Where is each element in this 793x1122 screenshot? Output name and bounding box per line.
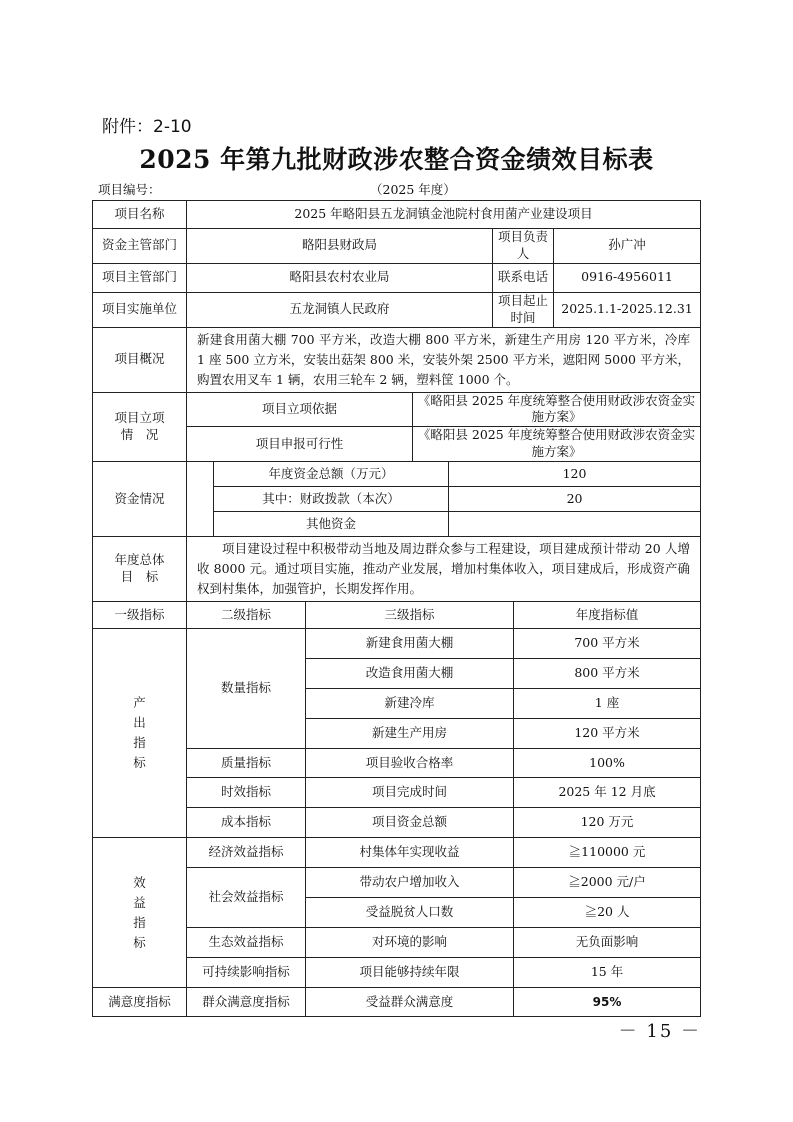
sustain-indicator-label: 可持续影响指标 — [187, 958, 306, 988]
phone-value: 0916-4956011 — [554, 263, 701, 292]
public-satisfaction-label: 群众满意度指标 — [187, 988, 306, 1017]
economic-indicator-label: 经济效益指标 — [187, 838, 306, 868]
indicator-value: 120 万元 — [514, 808, 701, 838]
attachment-label: 附件：2-10 — [102, 117, 192, 137]
indicator-value: ≧110000 元 — [514, 838, 701, 868]
indicator-name: 村集体年实现收益 — [306, 838, 514, 868]
impl-unit-label: 项目实施单位 — [93, 292, 187, 327]
leader-label: 项目负责人 — [493, 229, 554, 264]
indicator-name: 受益脱贫人口数 — [306, 898, 514, 928]
other-funds-value — [449, 512, 701, 537]
indicator-name: 对环境的影响 — [306, 928, 514, 958]
funds-label: 资金情况 — [93, 462, 187, 537]
fiscal-funds-label: 其中：财政拨款（本次） — [214, 487, 449, 512]
cost-indicator-label: 成本指标 — [187, 808, 306, 838]
indicator-value: 100% — [514, 749, 701, 778]
timeliness-indicator-label: 时效指标 — [187, 778, 306, 808]
total-funds-value: 120 — [449, 462, 701, 487]
indicator-name: 带动农户增加收入 — [306, 868, 514, 898]
ecological-indicator-label: 生态效益指标 — [187, 928, 306, 958]
fund-dept-value: 略阳县财政局 — [187, 229, 493, 264]
approval-basis-label: 项目立项依据 — [187, 392, 413, 427]
indicator-value: ≧20 人 — [514, 898, 701, 928]
phone-label: 联系电话 — [493, 263, 554, 292]
indicator-name: 项目验收合格率 — [306, 749, 514, 778]
goal-text: 项目建设过程中积极带动当地及周边群众参与工程建设，项目建成预计带动 20 人增收 8000 元。通过项目实施，推动产业发展，增加村集体收入，项目建成后，形成资产确权到村集体，加强管护，长期发挥作用。 — [187, 537, 701, 602]
indicator-name: 项目资金总额 — [306, 808, 514, 838]
indicator-value: 15 年 — [514, 958, 701, 988]
indicator-name: 新建生产用房 — [306, 719, 514, 749]
leader-value: 孙广冲 — [554, 229, 701, 264]
indicator-value: 无负面影响 — [514, 928, 701, 958]
indicator-name: 受益群众满意度 — [306, 988, 514, 1017]
indicator-value: 2025 年 12 月底 — [514, 778, 701, 808]
approval-label: 项目立项 情 况 — [93, 392, 187, 462]
feasibility-label: 项目申报可行性 — [187, 427, 413, 462]
fund-dept-label: 资金主管部门 — [93, 229, 187, 264]
project-code-label: 项目编号： — [98, 182, 161, 197]
indicator-name: 改造食用菌大棚 — [306, 659, 514, 689]
other-funds-label: 其他资金 — [214, 512, 449, 537]
project-name-value: 2025 年略阳县五龙洞镇金池院村食用菌产业建设项目 — [187, 201, 701, 229]
satisfaction-indicator-label: 满意度指标 — [93, 988, 187, 1017]
year-note: （2025 年度） — [370, 182, 456, 197]
indicator-name: 项目能够持续年限 — [306, 958, 514, 988]
indicator-value: ≧2000 元/户 — [514, 868, 701, 898]
benefit-indicator-label: 效 益 指 标 — [93, 838, 187, 988]
approval-basis-value: 《略阳县 2025 年度统筹整合使用财政涉农资金实施方案》 — [413, 392, 701, 427]
project-dept-label: 项目主管部门 — [93, 263, 187, 292]
impl-unit-value: 五龙洞镇人民政府 — [187, 292, 493, 327]
header-value: 年度指标值 — [514, 602, 701, 629]
indicator-name: 项目完成时间 — [306, 778, 514, 808]
period-value: 2025.1.1-2025.12.31 — [554, 292, 701, 327]
indicator-value: 120 平方米 — [514, 719, 701, 749]
indicator-value: 95% — [514, 988, 701, 1017]
output-indicator-label: 产 出 指 标 — [93, 629, 187, 838]
quantity-indicator-label: 数量指标 — [187, 629, 306, 749]
page-title: 2025 年第九批财政涉农整合资金绩效目标表 — [139, 145, 654, 174]
indicator-name: 新建冷库 — [306, 689, 514, 719]
page-number: － 15 － — [618, 1021, 701, 1042]
total-funds-label: 年度资金总额（万元） — [214, 462, 449, 487]
header-level3: 三级指标 — [306, 602, 514, 629]
indicator-value: 800 平方米 — [514, 659, 701, 689]
indicator-name: 新建食用菌大棚 — [306, 629, 514, 659]
feasibility-value: 《略阳县 2025 年度统筹整合使用财政涉农资金实施方案》 — [413, 427, 701, 462]
performance-table — [92, 200, 701, 1017]
indicator-value: 1 座 — [514, 689, 701, 719]
fiscal-funds-value: 20 — [449, 487, 701, 512]
project-dept-value: 略阳县农村农业局 — [187, 263, 493, 292]
header-level2: 二级指标 — [187, 602, 306, 629]
header-level1: 一级指标 — [93, 602, 187, 629]
period-label: 项目起止时间 — [493, 292, 554, 327]
goal-label: 年度总体 目 标 — [93, 537, 187, 602]
overview-text: 新建食用菌大棚 700 平方米，改造大棚 800 平方米，新建生产用房 120 平方米，冷库 1 座 500 立方米，安装出菇架 800 米，安装外架 2500 平方米，遮阳网 5000 平方米，购置农用叉车 1 辆，农用三轮车 2 辆，塑料筐 1000 个。 — [187, 327, 701, 392]
quality-indicator-label: 质量指标 — [187, 749, 306, 778]
project-name-label: 项目名称 — [93, 201, 187, 229]
social-indicator-label: 社会效益指标 — [187, 868, 306, 928]
indicator-value: 700 平方米 — [514, 629, 701, 659]
overview-label: 项目概况 — [93, 327, 187, 392]
